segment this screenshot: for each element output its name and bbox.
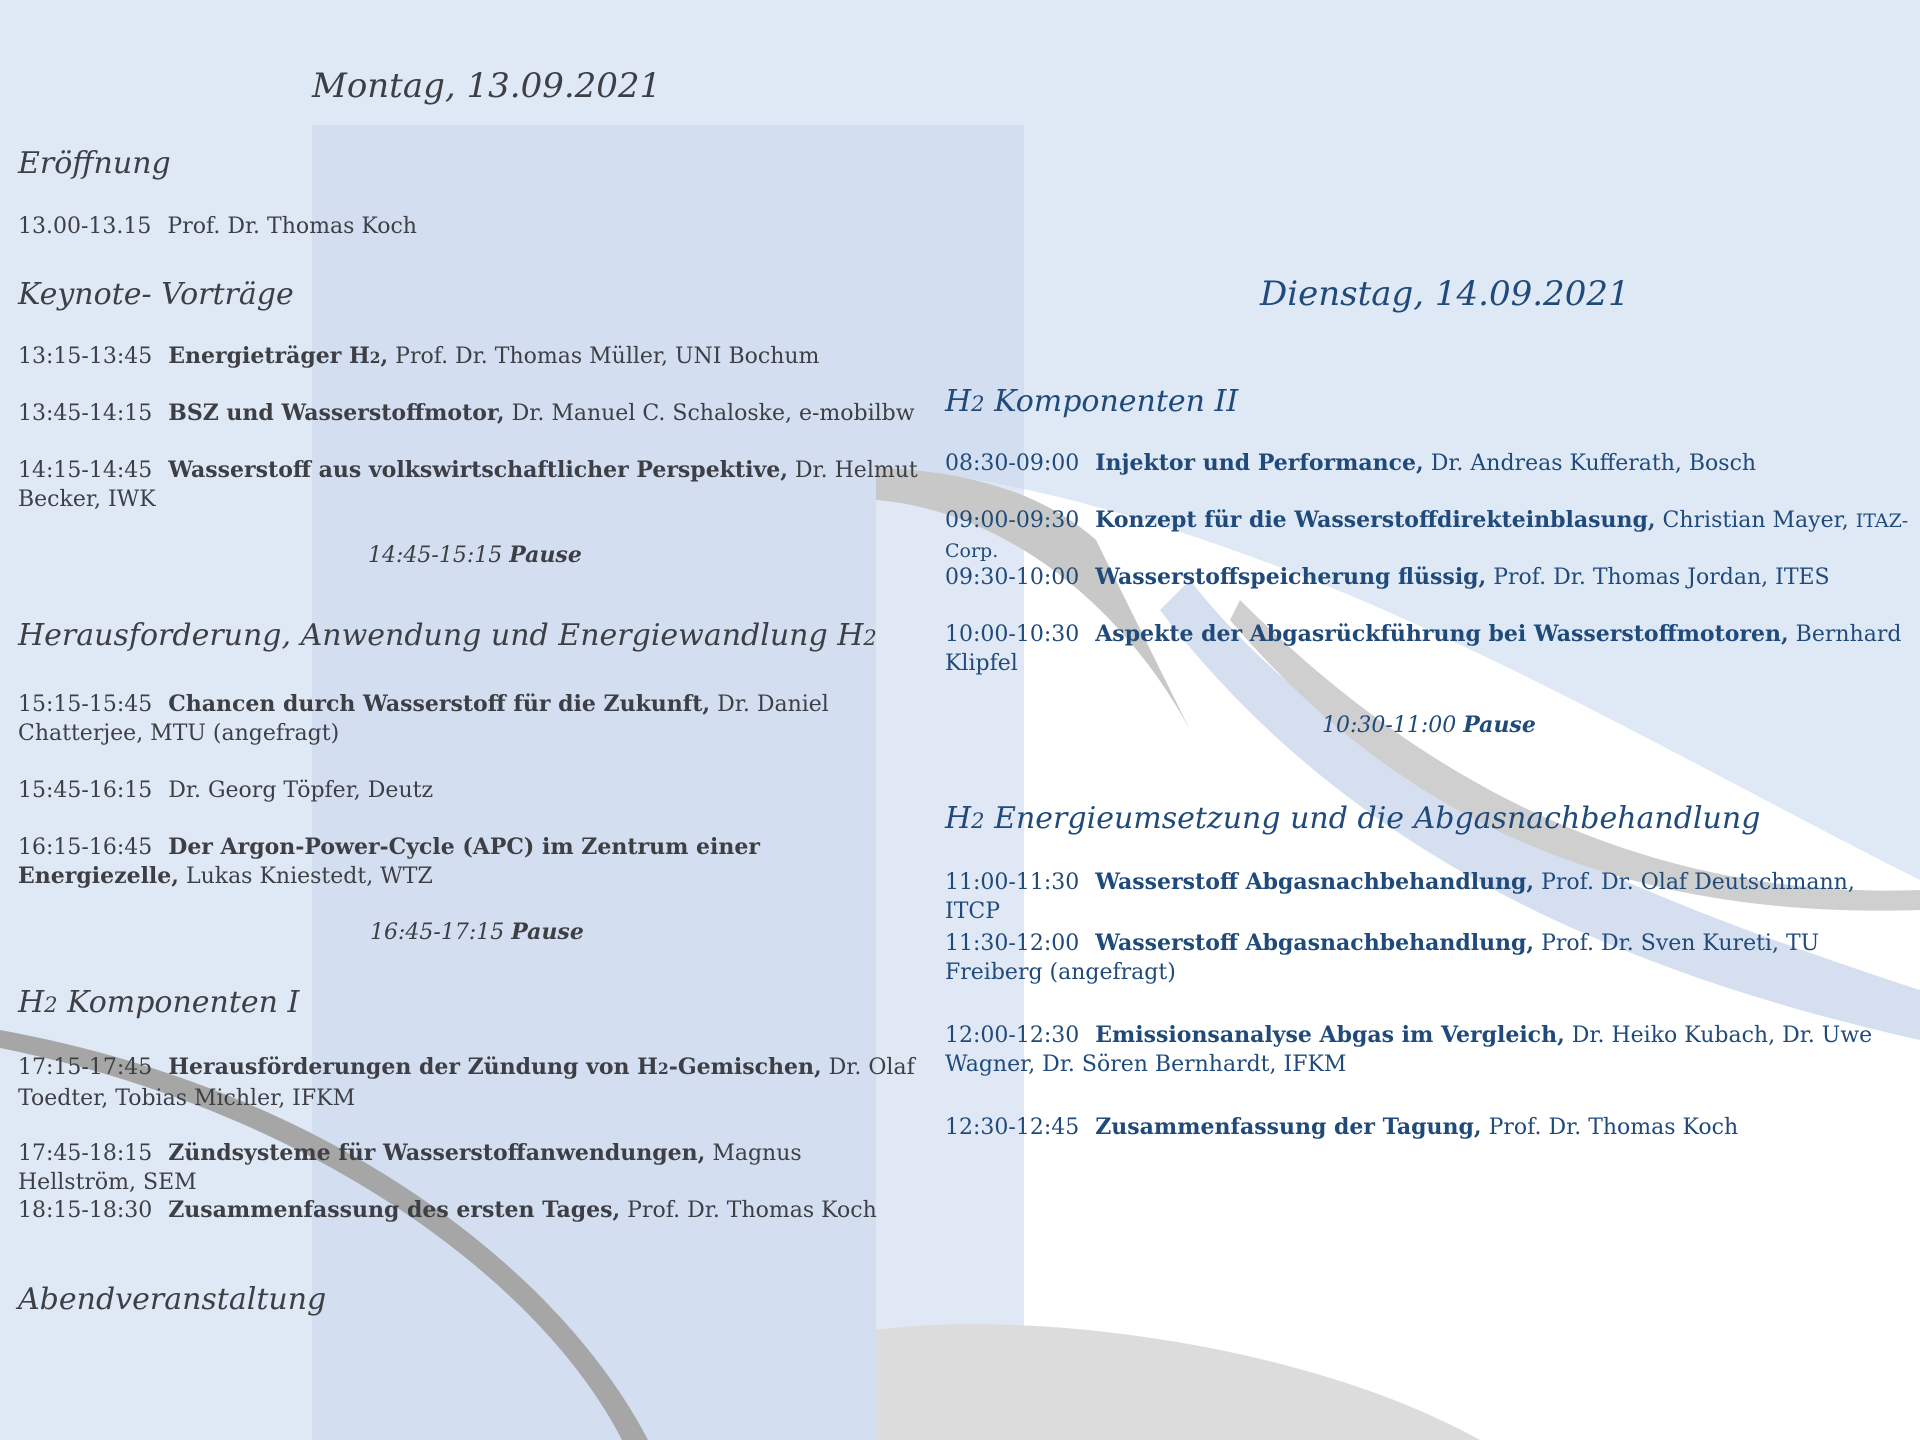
entry-time: 09:30-10:00 — [945, 565, 1080, 590]
entry-title: Zündsysteme für Wasserstoffanwendungen, — [168, 1140, 706, 1166]
keynote-entry-2 — [18, 399, 918, 428]
entry-time: 16:15-16:45 — [18, 835, 153, 860]
monday-title: Montag, 13.09.2021 — [312, 66, 662, 106]
entry-title: Zusammenfassung des ersten Tages, — [168, 1197, 621, 1223]
components2-entry-1 — [945, 449, 1910, 478]
entry-speaker: Prof. Dr. Thomas Müller, UNI Bochum — [395, 344, 820, 369]
entry-title: Wasserstoff Abgasnachbehandlung, — [1095, 930, 1535, 956]
entry-title: Chancen durch Wasserstoff für die Zukunft, — [168, 691, 711, 717]
entry-time: 18:15-18:30 — [18, 1198, 153, 1223]
entry-time: 13:45-14:15 — [18, 401, 153, 426]
entry-speaker: Dr. Olaf Toedter, Tobias Michler, IFKM — [18, 1055, 915, 1111]
entry-speaker: Prof. Dr. Thomas Koch — [167, 214, 417, 239]
entry-speaker: Dr. Manuel C. Schaloske, e-mobilbw — [511, 401, 915, 426]
keynote-pause — [368, 542, 582, 568]
entry-time: 15:15-15:45 — [18, 692, 153, 717]
entry-speaker: Prof. Dr. Sven Kureti, TU Freiberg (angefragt) — [945, 931, 1820, 985]
conversion-entry-2 — [945, 929, 1910, 987]
components2-entry-3 — [945, 563, 1910, 592]
entry-speaker: Prof. Dr. Olaf Deutschmann, ITCP — [945, 870, 1855, 924]
pause-label: Pause — [511, 919, 584, 945]
entry-title: Wasserstoffspeicherung flüssig, — [1095, 564, 1487, 590]
keynote-entry-3 — [18, 456, 918, 514]
opening-heading: Eröffnung — [18, 146, 171, 181]
components1-heading: H2 Komponenten I — [18, 985, 300, 1020]
keynote-entry-1 — [18, 342, 918, 373]
entry-time: 14:15-14:45 — [18, 458, 153, 483]
pause-label: Pause — [1463, 712, 1536, 738]
challenges-pause — [370, 919, 584, 945]
challenges-entry-2 — [18, 776, 918, 805]
entry-time: 09:00-09:30 — [945, 508, 1080, 533]
challenges-heading: Herausforderung, Anwendung und Energiewandlung H2 — [18, 618, 877, 653]
entry-time: 17:45-18:15 — [18, 1141, 153, 1166]
entry-time: 11:30-12:00 — [945, 931, 1080, 956]
challenges-entry-1 — [18, 690, 918, 748]
components1-entry-1 — [18, 1053, 918, 1113]
entry-title: Injektor und Performance, — [1095, 450, 1424, 476]
entry-title: Aspekte der Abgasrückführung bei Wasserstoffmotoren, — [1095, 621, 1789, 647]
pause-time: 10:30-11:00 — [1322, 713, 1457, 738]
components1-entry-3 — [18, 1196, 918, 1225]
conversion-entry-1 — [945, 868, 1910, 926]
entry-speaker: Dr. Heiko Kubach, Dr. Uwe Wagner, Dr. Sören Bernhardt, IFKM — [945, 1023, 1873, 1077]
entry-time: 10:00-10:30 — [945, 622, 1080, 647]
entry-speaker: Dr. Daniel Chatterjee, MTU (angefragt) — [18, 692, 829, 746]
entry-title: Konzept für die Wasserstoffdirekteinblasung, — [1095, 507, 1656, 533]
conversion-entry-3 — [945, 1021, 1910, 1079]
entry-time: 13:15-13:45 — [18, 344, 153, 369]
entry-time: 13.00-13.15 — [18, 214, 152, 239]
entry-org: ITAZ-Corp. — [945, 510, 1909, 562]
evening-heading: Abendveranstaltung — [18, 1282, 327, 1317]
entry-title: Wasserstoff aus volkswirtschaftlicher Perspektive, — [168, 457, 788, 483]
entry-title: Energieträger H2, — [168, 343, 389, 369]
entry-speaker: Prof. Dr. Thomas Koch — [627, 1198, 877, 1223]
entry-speaker: Magnus Hellström, SEM — [18, 1141, 802, 1195]
challenges-entry-3 — [18, 833, 918, 891]
pause-time: 16:45-17:15 — [370, 920, 505, 945]
entry-time: 15:45-16:15 — [18, 778, 153, 803]
entry-speaker: Christian Mayer, — [1662, 508, 1849, 533]
components1-entry-2 — [18, 1139, 918, 1197]
entry-speaker: Dr. Andreas Kufferath, Bosch — [1430, 451, 1757, 476]
entry-time: 17:15-17:45 — [18, 1055, 153, 1080]
components2-pause — [1322, 712, 1536, 738]
tuesday-title: Dienstag, 14.09.2021 — [1260, 274, 1630, 314]
pause-time: 14:45-15:15 — [368, 543, 503, 568]
conversion-heading: H2 Energieumsetzung und die Abgasnachbehandlung — [945, 801, 1761, 836]
pause-label: Pause — [509, 542, 582, 568]
entry-title: BSZ und Wasserstoffmotor, — [168, 400, 505, 426]
components2-heading: H2 Komponenten II — [945, 384, 1239, 419]
opening-entry-1 — [18, 212, 918, 241]
entry-speaker: Dr. Georg Töpfer, Deutz — [168, 778, 434, 803]
entry-title: Der Argon-Power-Cycle (APC) im Zentrum einer Energiezelle, — [18, 834, 760, 889]
entry-title: Herausförderungen der Zündung von H2-Gemischen, — [168, 1054, 822, 1080]
entry-time: 12:30-12:45 — [945, 1115, 1080, 1140]
entry-time: 11:00-11:30 — [945, 870, 1080, 895]
entry-speaker: Prof. Dr. Thomas Jordan, ITES — [1493, 565, 1830, 590]
entry-speaker: Bernhard Klipfel — [945, 622, 1902, 676]
entry-title: Emissionsanalyse Abgas im Vergleich, — [1095, 1022, 1565, 1048]
entry-time: 08:30-09:00 — [945, 451, 1080, 476]
keynote-heading: Keynote- Vorträge — [18, 277, 294, 312]
components2-entry-4 — [945, 620, 1910, 678]
entry-speaker: Lukas Kniestedt, WTZ — [185, 864, 433, 889]
entry-time: 12:00-12:30 — [945, 1023, 1080, 1048]
entry-speaker: Dr. Helmut Becker, IWK — [18, 458, 918, 512]
components2-entry-2 — [945, 506, 1910, 566]
entry-title: Wasserstoff Abgasnachbehandlung, — [1095, 869, 1535, 895]
entry-speaker: Prof. Dr. Thomas Koch — [1488, 1115, 1739, 1140]
entry-title: Zusammenfassung der Tagung, — [1095, 1114, 1482, 1140]
conversion-entry-4 — [945, 1113, 1910, 1142]
